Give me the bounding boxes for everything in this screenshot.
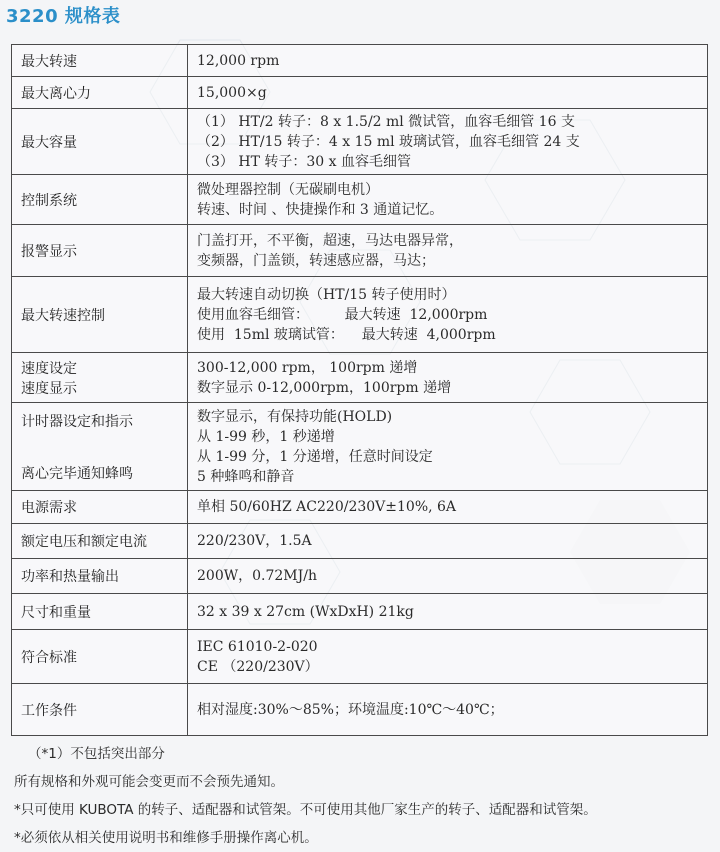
table-row (12, 109, 708, 175)
row-value (188, 403, 708, 491)
table-row (12, 491, 708, 524)
value-line: 数字显示 0-12,000rpm，100rpm 递增 (197, 379, 452, 396)
row-value (188, 524, 708, 559)
footnote: *必须依从相关使用说明书和维修手册操作离心机。 (14, 830, 318, 846)
row-value (188, 353, 708, 403)
row-label: 电源需求 (12, 491, 188, 524)
value-line: （2） HT/15 转子：4 x 15 ml 玻璃试管，血容毛细管 24 支 (197, 133, 580, 150)
value-line: 从 1-99 秒，1 秒递增 (197, 428, 335, 445)
row-label: 功率和热量输出 (12, 559, 188, 594)
value-line: 门盖打开，不平衡，超速，马达电器异常， (197, 232, 463, 249)
row-label: 最大离心力 (12, 77, 188, 109)
value-line: 12,000 rpm (197, 52, 280, 69)
page-title: 3220 规格表 (6, 6, 121, 27)
value-line: （3） HT 转子：30 x 血容毛细管 (197, 153, 411, 170)
value-line: 使用 15ml 玻璃试管： 最大转速 4,000rpm (197, 326, 496, 343)
value-line: 32 x 39 x 27cm (WxDxH) 21kg (197, 603, 414, 620)
row-value (188, 175, 708, 225)
row-label: 最大转速 (12, 45, 188, 77)
row-label: 报警显示 (12, 225, 188, 277)
row-value (188, 225, 708, 277)
table-row (12, 353, 708, 403)
row-label-line: 速度显示 (21, 380, 77, 397)
row-label-line: 计时器设定和指示 (21, 413, 133, 430)
value-line: 最大转速自动切换（HT/15 转子使用时） (197, 286, 456, 303)
row-label-line: 离心完毕通知蜂鸣 (21, 465, 133, 482)
table-row (12, 630, 708, 684)
table-row (12, 559, 708, 594)
table-row (12, 175, 708, 225)
table-row (12, 77, 708, 109)
value-line: 300-12,000 rpm， 100rpm 递增 (197, 359, 418, 376)
row-value (188, 594, 708, 630)
value-line: 5 种蜂鸣和静音 (197, 468, 295, 485)
footnote: 所有规格和外观可能会变更而不会预先通知。 (14, 774, 284, 790)
value-line: 220/230V，1.5A (197, 533, 312, 549)
table-row (12, 277, 708, 353)
table-row (12, 403, 708, 491)
row-value (188, 45, 708, 77)
value-line: 相对湿度:30%～85%；环境温度:10℃～40℃； (197, 701, 504, 718)
row-value (188, 491, 708, 524)
value-line: 微处理器控制（无碳刷电机） (197, 181, 379, 198)
row-value (188, 77, 708, 109)
table-row (12, 684, 708, 736)
value-line: 数字显示，有保持功能(HOLD) (197, 408, 393, 425)
footnote: （*1）不包括突出部分 (28, 746, 165, 762)
table-row (12, 524, 708, 559)
value-line: 变频器，门盖锁，转速感应器，马达； (197, 252, 435, 269)
row-label: 符合标准 (12, 630, 188, 684)
footnotes (14, 740, 597, 852)
row-label: 最大容量 (12, 109, 188, 175)
row-label: 额定电压和额定电流 (12, 524, 188, 559)
value-line: IEC 61010-2-020 (197, 638, 318, 655)
row-label (12, 353, 188, 403)
value-line: 200W，0.72MJ/h (197, 568, 317, 584)
value-line: 使用血容毛细管： 最大转速 12,000rpm (197, 306, 488, 323)
row-label: 最大转速控制 (12, 277, 188, 353)
row-value (188, 109, 708, 175)
value-line: 15,000×g (197, 84, 267, 101)
table-row (12, 45, 708, 77)
row-label: 控制系统 (12, 175, 188, 225)
value-line: 从 1-99 分，1 分递增，任意时间设定 (197, 448, 433, 465)
value-line: （1） HT/2 转子：8 x 1.5/2 ml 微试管，血容毛细管 16 支 (197, 113, 575, 130)
value-line: 转速、时间 、快捷操作和 3 通道记忆。 (197, 201, 444, 218)
value-line: CE （220/230V） (197, 658, 319, 675)
row-label: 工作条件 (12, 684, 188, 736)
row-label (12, 403, 188, 491)
row-value (188, 630, 708, 684)
footnote: *只可使用 KUBOTA 的转子、适配器和试管架。不可使用其他厂家生产的转子、适配器和试管架。 (14, 802, 597, 818)
row-label: 尺寸和重量 (12, 594, 188, 630)
row-label-line: 速度设定 (21, 360, 77, 377)
row-value (188, 277, 708, 353)
value-line: 单相 50/60HZ AC220/230V±10%, 6A (197, 499, 457, 515)
row-value (188, 559, 708, 594)
row-value (188, 684, 708, 736)
table-row (12, 594, 708, 630)
table-row (12, 225, 708, 277)
spec-table (11, 44, 708, 736)
